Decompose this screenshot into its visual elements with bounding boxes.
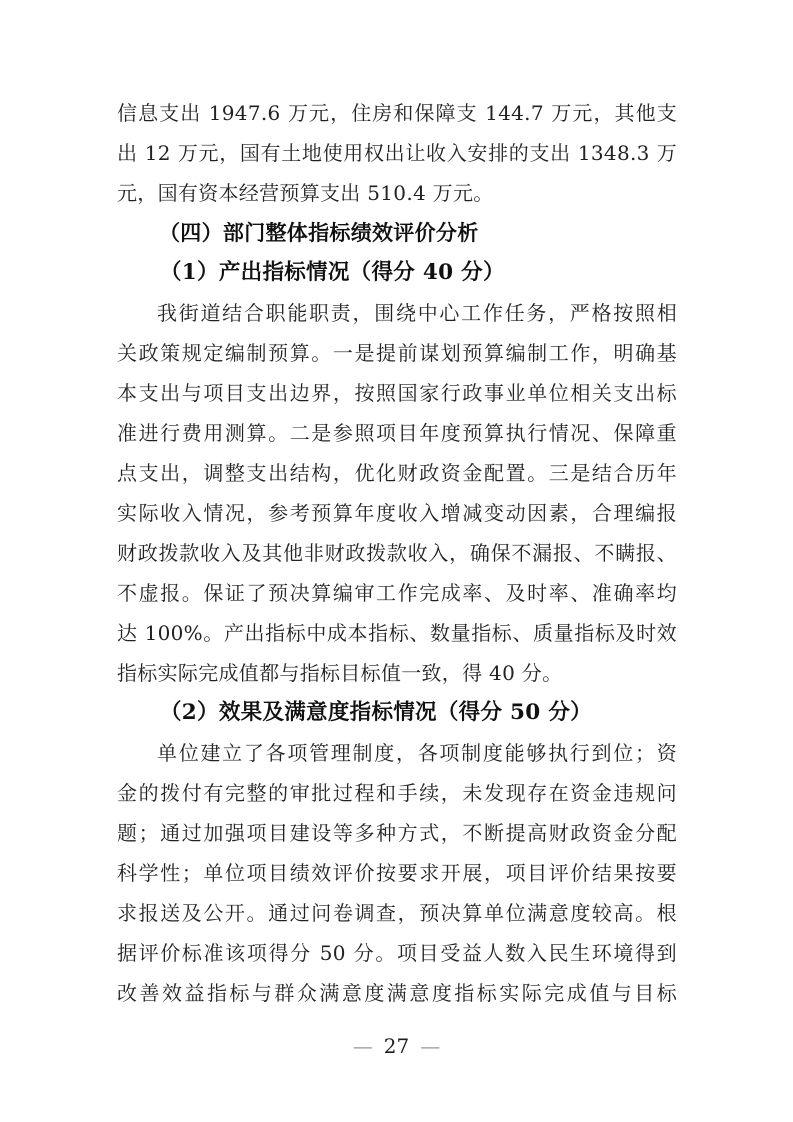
text-line: 财政拨款收入及其他非财政拨款收入，确保不漏报、不瞒报、 [117,541,677,565]
text-line: 题；通过加强项目建设等多种方式，不断提高财政资金分配 [117,821,677,845]
text-block [117,93,677,1013]
page-footer [0,1032,793,1060]
text-line: 我街道结合职能职责，围绕中心工作任务，严格按照相 [157,301,677,325]
text-line: 元，国有资本经营预算支出 510.4 万元。 [117,181,494,205]
text-line: 关政策规定编制预算。一是提前谋划预算编制工作，明确基 [117,341,677,365]
text-line: 指标实际完成值都与指标目标值一致，得 40 分。 [117,661,563,685]
text-line: 不虚报。保证了预决算编审工作完成率、及时率、准确率均 [117,581,677,605]
text-line: 本支出与项目支出边界，按照国家行政事业单位相关支出标 [117,381,677,405]
text-line: 单位建立了各项管理制度，各项制度能够执行到位；资 [157,741,677,765]
text-line: 求报送及公开。通过问卷调查，预决算单位满意度较高。根 [117,901,677,925]
footer-dash-left: — [352,1034,373,1058]
text-line: 据评价标准该项得分 50 分。项目受益人数入民生环境得到 [117,941,677,965]
text-line: 实际收入情况，参考预算年度收入增减变动因素，合理编报 [117,501,677,525]
text-line: 科学性；单位项目绩效评价按要求开展，项目评价结果按要 [117,861,677,885]
footer-dash-right: — [420,1034,441,1058]
section-heading: （2）效果及满意度指标情况（得分 50 分） [160,700,592,725]
page-number: 27 [383,1034,410,1058]
text-line: 达 100%。产出指标中成本指标、数量指标、质量指标及时效 [117,621,677,645]
text-line: 出 12 万元，国有土地使用权出让收入安排的支出 1348.3 万 [117,141,677,165]
text-line: 准进行费用测算。二是参照项目年度预算执行情况、保障重 [117,421,677,445]
text-line: 金的拨付有完整的审批过程和手续，未发现存在资金违规问 [117,781,677,805]
text-line: 信息支出 1947.6 万元，住房和保障支 144.7 万元，其他支 [117,101,677,125]
text-line: 点支出，调整支出结构，优化财政资金配置。三是结合历年 [117,461,677,485]
section-heading: （四）部门整体指标绩效评价分析 [159,221,479,245]
text-line: 改善效益指标与群众满意度满意度指标实际完成值与目标 [117,981,677,1005]
section-heading: （1）产出指标情况（得分 40 分） [160,260,505,285]
